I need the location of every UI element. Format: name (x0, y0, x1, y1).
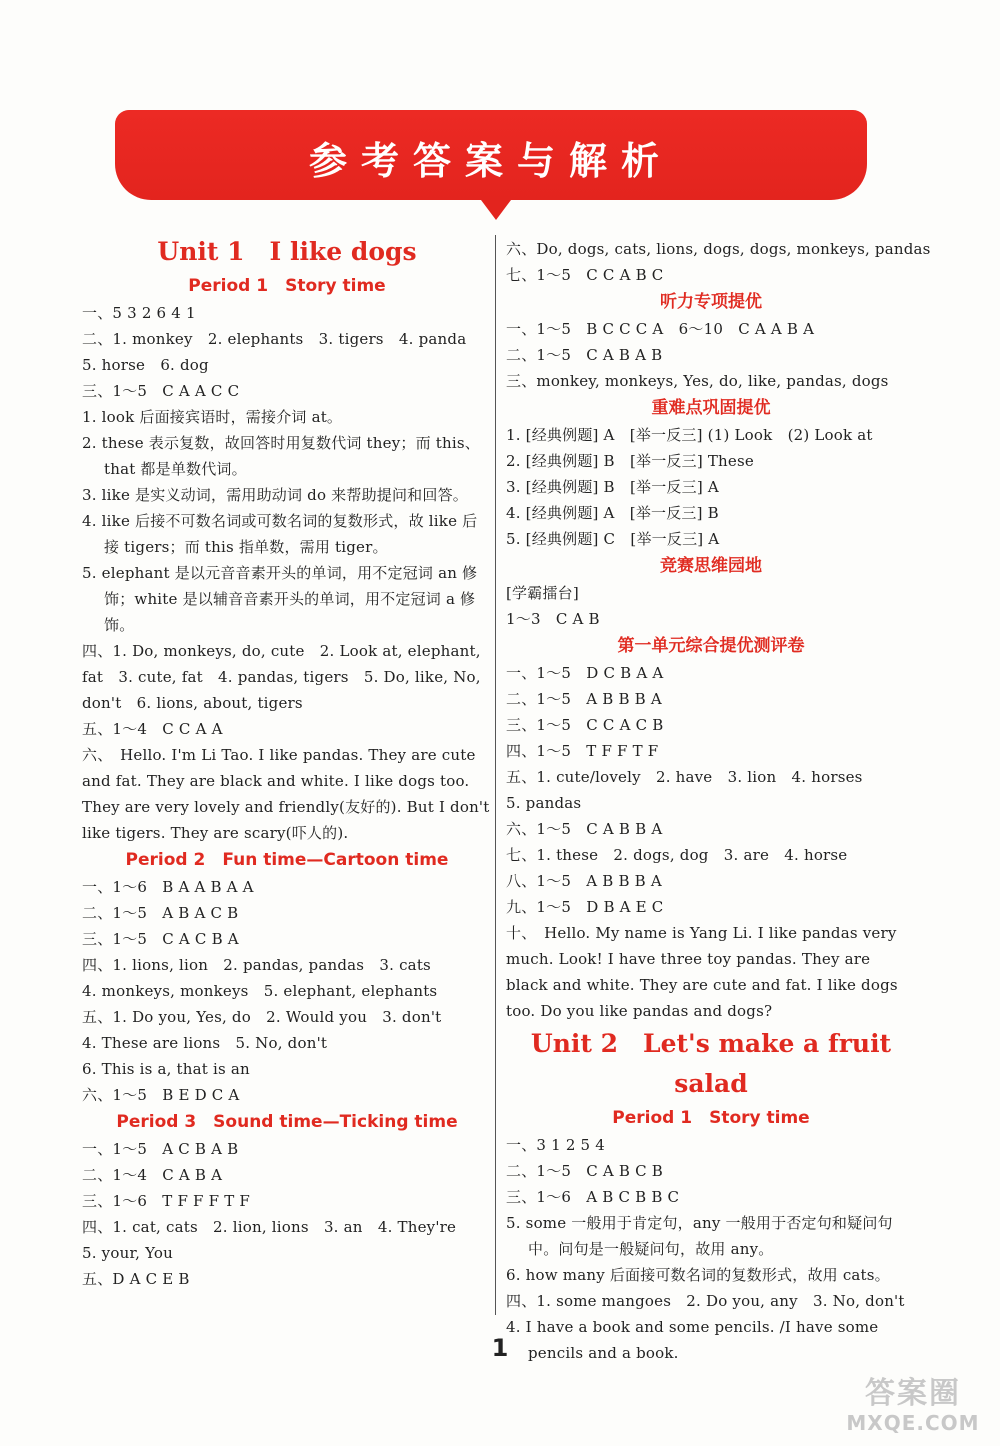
answer-paragraph: 十、 Hello. My name is Yang Li. I like pandas very much. Look! I have three toy pandas. They are black and white. They are cute and fat. I like dogs too. Do you like pandas and dogs? (506, 924, 898, 1020)
watermark-cn: 答案圈 (865, 1376, 961, 1411)
answer-line: 5. pandas (506, 794, 582, 812)
answer-line: 三、1～5 C A A C C (82, 382, 240, 400)
answer-line: 三、1～5 C C A C B (506, 716, 664, 734)
answer-line: 九、1～5 D B A E C (506, 898, 664, 916)
answer-line: 四、1～5 T F F T F (506, 742, 659, 760)
answer-line: 三、1～6 T F F F T F (82, 1192, 250, 1210)
answer-line: 6. This is a, that is an (82, 1060, 250, 1078)
answer-line: 四、1. Do, monkeys, do, cute 2. Look at, elephant, fat 3. cute, fat 4. pandas, tigers 5. Do, like, No, don't 6. lions, about, tigers (82, 642, 481, 712)
answer-line: 4. These are lions 5. No, don't (82, 1034, 328, 1052)
watermark-logo (838, 1376, 988, 1440)
unit2-heading: Unit 2 Let's make a fruit salad (530, 1029, 892, 1098)
answer-paragraph: 六、 Hello. I'm Li Tao. I like pandas. They are cute and fat. They are black and white. I like dogs too. They are very lovely and friendly(友好的). But I don't like tigers. They are scary(吓人的). (82, 746, 490, 842)
answer-line: 3. [经典例题] B [举一反三] A (506, 478, 719, 496)
explanation-note: 1. look 后面接宾语时，需接介词 at。 (82, 408, 343, 426)
answer-line: 六、1～5 C A B B A (506, 820, 663, 838)
answer-line: [学霸擂台] (506, 584, 579, 602)
answer-line: 二、1～5 C A B A B (506, 346, 663, 364)
answer-line: 二、1. monkey 2. elephants 3. tigers 4. panda (82, 330, 467, 348)
unit1-heading: Unit 1 I like dogs (157, 237, 417, 266)
left-column (82, 232, 492, 1292)
answer-line: 一、1～5 A C B A B (82, 1140, 239, 1158)
answer-line: 五、D A C E B (82, 1270, 190, 1288)
unit-test-heading: 第一单元综合提优测评卷 (617, 636, 805, 656)
explanation-note: 5. some 一般用于肯定句，any 一般用于否定句和疑问句中。问句是一般疑问句，故用 any。 (506, 1214, 893, 1258)
explanation-note: 3. like 是实义动词，需用助动词 do 来帮助提问和回答。 (82, 486, 468, 504)
banner-pointer (478, 196, 514, 220)
answer-line: 二、1～4 C A B A (82, 1166, 223, 1184)
answer-line: 5. [经典例题] C [举一反三] A (506, 530, 720, 548)
answer-line: 1～3 C A B (506, 610, 600, 628)
answer-line: 三、1～5 C A C B A (82, 930, 239, 948)
answer-line: 五、1～4 C C A A (82, 720, 223, 738)
answer-line: 七、1. these 2. dogs, dog 3. are 4. horse (506, 846, 848, 864)
answer-line: 5. horse 6. dog (82, 356, 209, 374)
watermark-url: MXQE.COM (846, 1411, 980, 1435)
answer-line: 4. monkeys, monkeys 5. elephant, elephants (82, 982, 438, 1000)
answer-line: 二、1～5 A B A C B (82, 904, 239, 922)
competition-heading: 竞赛思维园地 (660, 556, 762, 576)
answer-line: 四、1. lions, lion 2. pandas, pandas 3. cats (82, 956, 431, 974)
explanation-note: 6. how many 后面接可数名词的复数形式，故用 cats。 (506, 1266, 890, 1284)
answer-line: 一、1～5 D C B A A (506, 664, 664, 682)
period1-heading: Period 1 Story time (188, 276, 386, 296)
right-column (506, 236, 931, 1366)
page-number: 1 (491, 1334, 509, 1362)
answer-line: 一、1～6 B A A B A A (82, 878, 254, 896)
answer-line: 三、monkey, monkeys, Yes, do, like, pandas, dogs (506, 372, 889, 390)
answer-line: 2. [经典例题] B [举一反三] These (506, 452, 754, 470)
answer-line: 4. I have a book and some pencils. /I have some pencils and a book. (506, 1318, 879, 1362)
answer-line: 五、1. cute/lovely 2. have 3. lion 4. horses (506, 768, 863, 786)
answer-line: 七、1～5 C C A B C (506, 266, 664, 284)
period2-heading: Period 2 Fun time—Cartoon time (125, 850, 449, 870)
answer-line: 一、1～5 B C C C A 6～10 C A A B A (506, 320, 815, 338)
answer-line: 三、1～6 A B C B B C (506, 1188, 680, 1206)
explanation-note: 2. these 表示复数，故回答时用复数代词 they；而 this、that 都是单数代词。 (82, 434, 480, 478)
answer-line: 1. [经典例题] A [举一反三] (1) Look (2) Look at (506, 426, 873, 444)
explanation-note: 5. elephant 是以元音音素开头的单词，用不定冠词 an 修饰；white 是以辅音音素开头的单词，用不定冠词 a 修饰。 (82, 564, 478, 634)
explanation-note: 4. like 后接不可数名词或可数名词的复数形式，故 like 后接 tigers；而 this 指单数，需用 tiger。 (82, 512, 478, 556)
answer-line: 六、1～5 B E D C A (82, 1086, 240, 1104)
period3-heading: Period 3 Sound time—Ticking time (116, 1112, 458, 1132)
answer-line: 六、Do, dogs, cats, lions, dogs, dogs, monkeys, pandas (506, 240, 931, 258)
answer-line: 五、1. Do you, Yes, do 2. Would you 3. don't (82, 1008, 442, 1026)
listening-heading: 听力专项提优 (660, 292, 762, 312)
answer-line: 八、1～5 A B B B A (506, 872, 662, 890)
answer-line: 四、1. cat, cats 2. lion, lions 3. an 4. They're (82, 1218, 457, 1236)
answer-line: 一、5 3 2 6 4 1 (82, 304, 196, 322)
key-points-heading: 重难点巩固提优 (651, 398, 771, 418)
answer-line: 一、3 1 2 5 4 (506, 1136, 605, 1154)
answer-line: 四、1. some mangoes 2. Do you, any 3. No, don't (506, 1292, 905, 1310)
answer-line: 二、1～5 C A B C B (506, 1162, 663, 1180)
answer-line: 4. [经典例题] A [举一反三] B (506, 504, 719, 522)
answer-line: 二、1～5 A B B B A (506, 690, 662, 708)
unit2-period1-heading: Period 1 Story time (612, 1108, 810, 1128)
page-title: 参考答案与解析 (308, 139, 673, 183)
answer-line: 5. your, You (82, 1244, 173, 1262)
column-divider (495, 235, 496, 1315)
